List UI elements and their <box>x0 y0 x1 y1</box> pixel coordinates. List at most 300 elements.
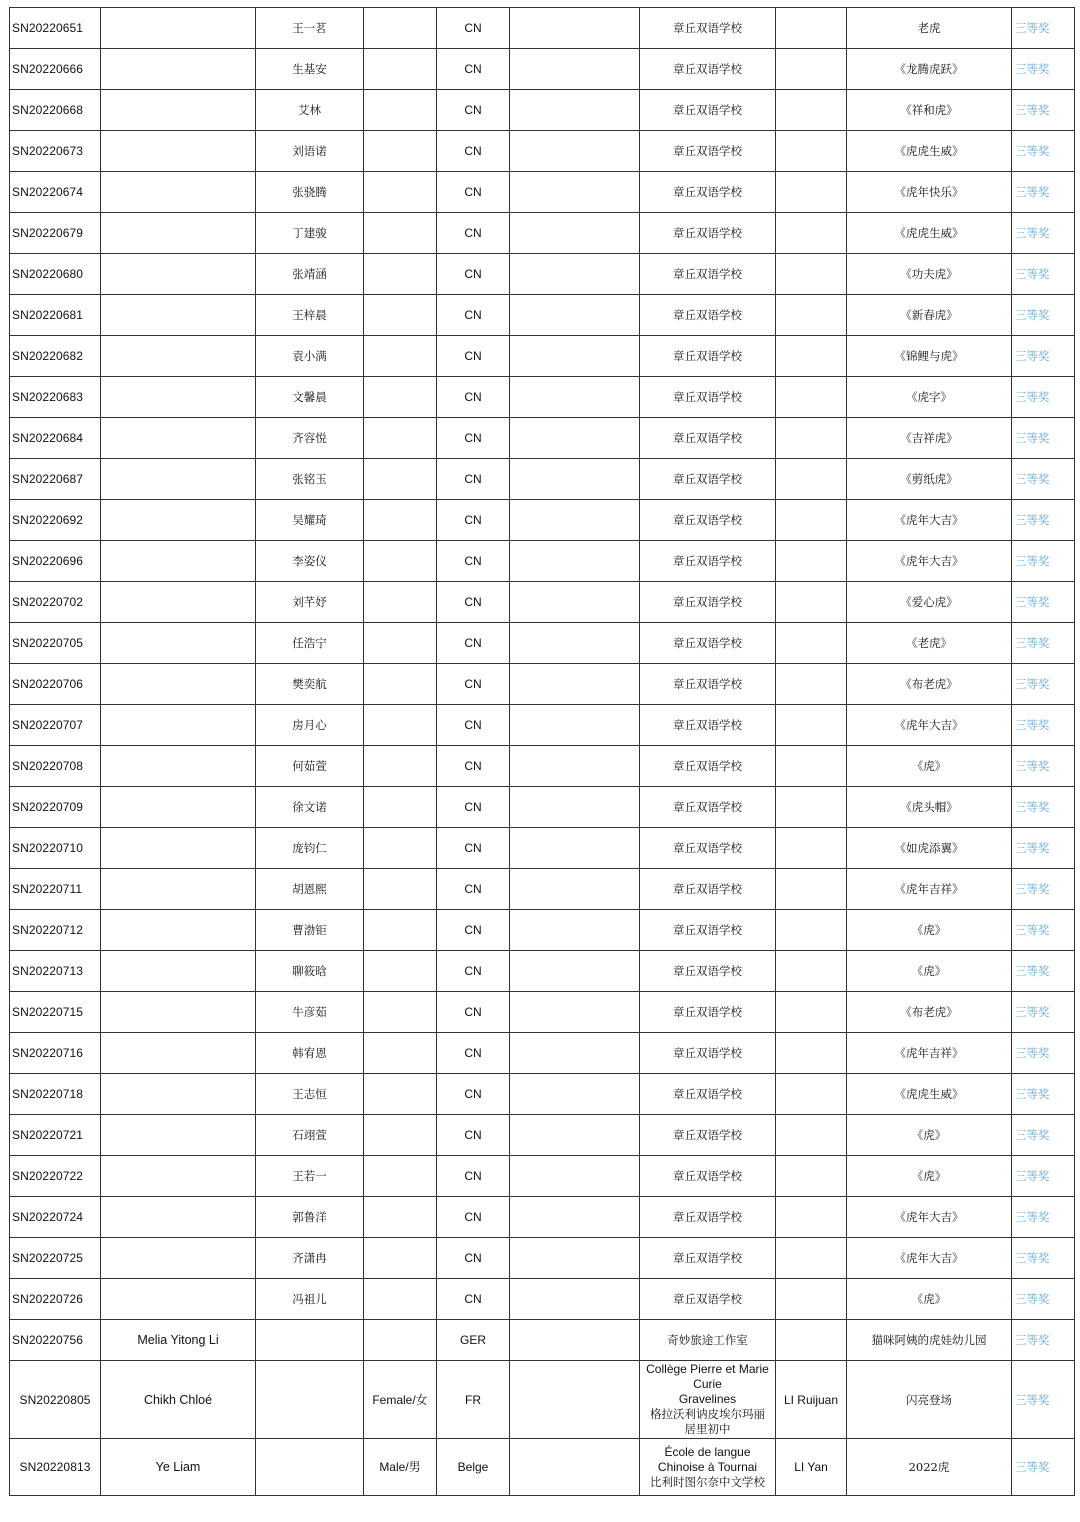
school-cell: 章丘双语学校 <box>640 418 776 459</box>
teacher-cell <box>776 664 847 705</box>
english-name-cell <box>101 582 256 623</box>
chinese-name-cell: 文馨晨 <box>256 377 364 418</box>
gender-cell <box>364 1156 437 1197</box>
empty-cell <box>510 459 640 500</box>
teacher-cell <box>776 1197 847 1238</box>
serial-number-cell: SN20220813 <box>10 1439 101 1496</box>
country-cell: CN <box>437 90 510 131</box>
award-cell: 三等奖 <box>1012 787 1075 828</box>
chinese-name-cell: 张铭玉 <box>256 459 364 500</box>
artwork-title-cell: 《虎年大吉》 <box>847 1197 1012 1238</box>
table-row <box>10 1197 1075 1238</box>
teacher-cell <box>776 828 847 869</box>
table-row <box>10 541 1075 582</box>
table-row <box>10 295 1075 336</box>
award-cell: 三等奖 <box>1012 500 1075 541</box>
chinese-name-cell: 郭鲁洋 <box>256 1197 364 1238</box>
english-name-cell <box>101 8 256 49</box>
artwork-title-cell: 《虎虎生威》 <box>847 131 1012 172</box>
english-name-cell <box>101 541 256 582</box>
artwork-title-cell: 《虎头帽》 <box>847 787 1012 828</box>
table-row <box>10 172 1075 213</box>
country-cell: CN <box>437 131 510 172</box>
serial-number-cell: SN20220681 <box>10 295 101 336</box>
country-cell: CN <box>437 951 510 992</box>
empty-cell <box>510 541 640 582</box>
table-row <box>10 90 1075 131</box>
school-cell: 章丘双语学校 <box>640 623 776 664</box>
serial-number-cell: SN20220682 <box>10 336 101 377</box>
teacher-cell <box>776 869 847 910</box>
teacher-cell <box>776 377 847 418</box>
artwork-title-cell: 《爱心虎》 <box>847 582 1012 623</box>
table-row <box>10 1439 1075 1496</box>
english-name-cell <box>101 746 256 787</box>
serial-number-cell: SN20220715 <box>10 992 101 1033</box>
teacher-cell <box>776 1115 847 1156</box>
teacher-cell <box>776 910 847 951</box>
gender-cell <box>364 90 437 131</box>
school-cell: 章丘双语学校 <box>640 1238 776 1279</box>
teacher-cell <box>776 459 847 500</box>
school-cell: 章丘双语学校 <box>640 295 776 336</box>
empty-cell <box>510 213 640 254</box>
english-name-cell <box>101 500 256 541</box>
gender-cell <box>364 951 437 992</box>
chinese-name-cell: 吴耀琦 <box>256 500 364 541</box>
country-cell: CN <box>437 1197 510 1238</box>
serial-number-cell: SN20220687 <box>10 459 101 500</box>
gender-cell: Male/男 <box>364 1439 437 1496</box>
chinese-name-cell <box>256 1361 364 1439</box>
artwork-title-cell: 《锦鲤与虎》 <box>847 336 1012 377</box>
award-cell: 三等奖 <box>1012 90 1075 131</box>
school-cell: 章丘双语学校 <box>640 377 776 418</box>
chinese-name-cell: 张靖涵 <box>256 254 364 295</box>
chinese-name-cell: 袁小满 <box>256 336 364 377</box>
serial-number-cell: SN20220707 <box>10 705 101 746</box>
artwork-title-cell: 《虎虎生威》 <box>847 213 1012 254</box>
english-name-cell <box>101 49 256 90</box>
empty-cell <box>510 172 640 213</box>
artwork-title-cell: 《老虎》 <box>847 623 1012 664</box>
artwork-title-cell: 《虎》 <box>847 746 1012 787</box>
award-cell: 三等奖 <box>1012 1279 1075 1320</box>
award-cell: 三等奖 <box>1012 131 1075 172</box>
empty-cell <box>510 1238 640 1279</box>
school-cell: 章丘双语学校 <box>640 1197 776 1238</box>
country-cell: GER <box>437 1320 510 1361</box>
table-row <box>10 213 1075 254</box>
chinese-name-cell: 丁建骏 <box>256 213 364 254</box>
chinese-name-cell: 韩宥恩 <box>256 1033 364 1074</box>
table-row <box>10 131 1075 172</box>
country-cell: CN <box>437 623 510 664</box>
teacher-cell <box>776 418 847 459</box>
table-row <box>10 336 1075 377</box>
country-cell: CN <box>437 336 510 377</box>
table-row <box>10 1238 1075 1279</box>
teacher-cell <box>776 705 847 746</box>
chinese-name-cell: 聊筱晗 <box>256 951 364 992</box>
table-body <box>10 8 1075 1496</box>
artwork-title-cell: 《虎年大吉》 <box>847 500 1012 541</box>
english-name-cell <box>101 1156 256 1197</box>
country-cell: CN <box>437 582 510 623</box>
teacher-cell <box>776 582 847 623</box>
award-cell: 三等奖 <box>1012 705 1075 746</box>
serial-number-cell: SN20220724 <box>10 1197 101 1238</box>
empty-cell <box>510 992 640 1033</box>
empty-cell <box>510 8 640 49</box>
empty-cell <box>510 1197 640 1238</box>
award-cell: 三等奖 <box>1012 746 1075 787</box>
country-cell: CN <box>437 459 510 500</box>
country-cell: CN <box>437 418 510 459</box>
school-cell: 章丘双语学校 <box>640 8 776 49</box>
empty-cell <box>510 377 640 418</box>
school-cell: 章丘双语学校 <box>640 254 776 295</box>
table-row <box>10 664 1075 705</box>
school-cell: 章丘双语学校 <box>640 910 776 951</box>
english-name-cell <box>101 336 256 377</box>
empty-cell <box>510 623 640 664</box>
country-cell: CN <box>437 828 510 869</box>
english-name-cell <box>101 1279 256 1320</box>
country-cell: CN <box>437 172 510 213</box>
table-row <box>10 8 1075 49</box>
serial-number-cell: SN20220696 <box>10 541 101 582</box>
award-cell: 三等奖 <box>1012 418 1075 459</box>
empty-cell <box>510 1074 640 1115</box>
chinese-name-cell: 生基安 <box>256 49 364 90</box>
english-name-cell <box>101 131 256 172</box>
award-cell: 三等奖 <box>1012 377 1075 418</box>
empty-cell <box>510 1439 640 1496</box>
country-cell: CN <box>437 500 510 541</box>
english-name-cell <box>101 787 256 828</box>
table-row <box>10 828 1075 869</box>
artwork-title-cell: 老虎 <box>847 8 1012 49</box>
country-cell: CN <box>437 541 510 582</box>
table-row <box>10 787 1075 828</box>
gender-cell <box>364 172 437 213</box>
chinese-name-cell: 徐文诺 <box>256 787 364 828</box>
gender-cell <box>364 1074 437 1115</box>
gender-cell <box>364 541 437 582</box>
school-cell: 章丘双语学校 <box>640 787 776 828</box>
empty-cell <box>510 1156 640 1197</box>
english-name-cell <box>101 418 256 459</box>
country-cell: FR <box>437 1361 510 1439</box>
serial-number-cell: SN20220683 <box>10 377 101 418</box>
serial-number-cell: SN20220684 <box>10 418 101 459</box>
empty-cell <box>510 254 640 295</box>
award-cell: 三等奖 <box>1012 172 1075 213</box>
english-name-cell <box>101 869 256 910</box>
artwork-title-cell: 《虎》 <box>847 1115 1012 1156</box>
table-row <box>10 418 1075 459</box>
chinese-name-cell: 李姿仪 <box>256 541 364 582</box>
artwork-title-cell: 《虎年大吉》 <box>847 541 1012 582</box>
school-cell: 章丘双语学校 <box>640 1156 776 1197</box>
gender-cell <box>364 787 437 828</box>
table-row <box>10 459 1075 500</box>
chinese-name-cell <box>256 1439 364 1496</box>
teacher-cell <box>776 1074 847 1115</box>
country-cell: CN <box>437 664 510 705</box>
english-name-cell <box>101 295 256 336</box>
school-name-line: École de langue <box>664 1444 751 1459</box>
country-cell: Belge <box>437 1439 510 1496</box>
serial-number-cell: SN20220666 <box>10 49 101 90</box>
country-cell: CN <box>437 910 510 951</box>
english-name-cell <box>101 1033 256 1074</box>
english-name-cell <box>101 664 256 705</box>
country-cell: CN <box>437 213 510 254</box>
serial-number-cell: SN20220705 <box>10 623 101 664</box>
table-row <box>10 500 1075 541</box>
empty-cell <box>510 746 640 787</box>
serial-number-cell: SN20220692 <box>10 500 101 541</box>
chinese-name-cell: 房月心 <box>256 705 364 746</box>
school-cell: 奇妙旅途工作室 <box>640 1320 776 1361</box>
teacher-cell <box>776 1238 847 1279</box>
school-cell: 章丘双语学校 <box>640 664 776 705</box>
school-cell: 章丘双语学校 <box>640 172 776 213</box>
gender-cell <box>364 459 437 500</box>
school-cell: 章丘双语学校 <box>640 131 776 172</box>
serial-number-cell: SN20220708 <box>10 746 101 787</box>
gender-cell <box>364 1238 437 1279</box>
gender-cell <box>364 869 437 910</box>
table-row <box>10 869 1075 910</box>
empty-cell <box>510 705 640 746</box>
artwork-title-cell: 《虎年快乐》 <box>847 172 1012 213</box>
artwork-title-cell: 《虎》 <box>847 1156 1012 1197</box>
table-row <box>10 1074 1075 1115</box>
school-name-line: Chinoise à Tournai <box>657 1459 758 1474</box>
teacher-cell <box>776 1156 847 1197</box>
country-cell: CN <box>437 49 510 90</box>
teacher-cell: LI Yan <box>776 1439 847 1496</box>
artwork-title-cell: 《龙腾虎跃》 <box>847 49 1012 90</box>
english-name-cell <box>101 90 256 131</box>
artwork-title-cell: 《虎》 <box>847 951 1012 992</box>
gender-cell <box>364 623 437 664</box>
chinese-name-cell: 曹渤钜 <box>256 910 364 951</box>
teacher-cell <box>776 623 847 664</box>
table-row <box>10 49 1075 90</box>
chinese-name-cell: 牛彦茹 <box>256 992 364 1033</box>
artwork-title-cell: 《虎年大吉》 <box>847 705 1012 746</box>
award-cell: 三等奖 <box>1012 992 1075 1033</box>
gender-cell <box>364 418 437 459</box>
english-name-cell <box>101 172 256 213</box>
artwork-title-cell: 猫咪阿姨的虎娃幼儿园 <box>847 1320 1012 1361</box>
school-cell: 章丘双语学校 <box>640 1033 776 1074</box>
serial-number-cell: SN20220718 <box>10 1074 101 1115</box>
country-cell: CN <box>437 869 510 910</box>
empty-cell <box>510 1320 640 1361</box>
chinese-name-cell: 任浩宁 <box>256 623 364 664</box>
english-name-cell <box>101 459 256 500</box>
gender-cell <box>364 336 437 377</box>
award-cell: 三等奖 <box>1012 1074 1075 1115</box>
gender-cell <box>364 992 437 1033</box>
gender-cell <box>364 664 437 705</box>
country-cell: CN <box>437 787 510 828</box>
chinese-name-cell: 齐容悦 <box>256 418 364 459</box>
table-row <box>10 951 1075 992</box>
country-cell: CN <box>437 1074 510 1115</box>
serial-number-cell: SN20220710 <box>10 828 101 869</box>
school-cell: 章丘双语学校 <box>640 951 776 992</box>
award-cell: 三等奖 <box>1012 541 1075 582</box>
school-cell: 章丘双语学校 <box>640 541 776 582</box>
chinese-name-cell: 冯祖儿 <box>256 1279 364 1320</box>
school-cell: 章丘双语学校 <box>640 746 776 787</box>
empty-cell <box>510 131 640 172</box>
country-cell: CN <box>437 746 510 787</box>
artwork-title-cell: 《如虎添翼》 <box>847 828 1012 869</box>
table-row <box>10 582 1075 623</box>
empty-cell <box>510 1279 640 1320</box>
english-name-cell <box>101 828 256 869</box>
serial-number-cell: SN20220668 <box>10 90 101 131</box>
english-name-cell <box>101 623 256 664</box>
gender-cell <box>364 254 437 295</box>
award-cell: 三等奖 <box>1012 828 1075 869</box>
teacher-cell <box>776 787 847 828</box>
school-name-line: Gravelines <box>678 1392 737 1406</box>
school-cell: 章丘双语学校 <box>640 869 776 910</box>
award-cell: 三等奖 <box>1012 1033 1075 1074</box>
teacher-cell <box>776 500 847 541</box>
award-cell: 三等奖 <box>1012 664 1075 705</box>
chinese-name-cell: 齐潇冉 <box>256 1238 364 1279</box>
table-row <box>10 377 1075 418</box>
gender-cell <box>364 1197 437 1238</box>
country-cell: CN <box>437 8 510 49</box>
empty-cell <box>510 1115 640 1156</box>
teacher-cell <box>776 213 847 254</box>
artwork-title-cell: 2022虎 <box>847 1439 1012 1496</box>
award-cell: 三等奖 <box>1012 254 1075 295</box>
school-cell <box>640 1361 776 1439</box>
serial-number-cell: SN20220680 <box>10 254 101 295</box>
school-cell: 章丘双语学校 <box>640 1115 776 1156</box>
country-cell: CN <box>437 705 510 746</box>
chinese-name-cell: 胡恩熙 <box>256 869 364 910</box>
chinese-name-cell: 张骁腾 <box>256 172 364 213</box>
award-cell: 三等奖 <box>1012 295 1075 336</box>
gender-cell <box>364 1033 437 1074</box>
serial-number-cell: SN20220756 <box>10 1320 101 1361</box>
award-cell: 三等奖 <box>1012 1320 1075 1361</box>
artwork-title-cell: 《吉祥虎》 <box>847 418 1012 459</box>
gender-cell <box>364 582 437 623</box>
award-cell: 三等奖 <box>1012 951 1075 992</box>
artwork-title-cell: 《虎字》 <box>847 377 1012 418</box>
english-name-cell <box>101 1197 256 1238</box>
gender-cell <box>364 295 437 336</box>
empty-cell <box>510 500 640 541</box>
chinese-name-cell: 刘语诺 <box>256 131 364 172</box>
artwork-title-cell: 《虎年吉祥》 <box>847 869 1012 910</box>
school-cell: 章丘双语学校 <box>640 582 776 623</box>
empty-cell <box>510 910 640 951</box>
school-cell: 章丘双语学校 <box>640 90 776 131</box>
english-name-cell <box>101 213 256 254</box>
country-cell: CN <box>437 1279 510 1320</box>
results-sheet <box>9 7 1074 1496</box>
gender-cell <box>364 910 437 951</box>
teacher-cell <box>776 992 847 1033</box>
gender-cell <box>364 8 437 49</box>
table-row <box>10 623 1075 664</box>
empty-cell <box>510 582 640 623</box>
award-cell: 三等奖 <box>1012 623 1075 664</box>
chinese-name-cell: 王若一 <box>256 1156 364 1197</box>
award-cell: 三等奖 <box>1012 1361 1075 1439</box>
english-name-cell <box>101 1238 256 1279</box>
teacher-cell <box>776 951 847 992</box>
table-row <box>10 910 1075 951</box>
gender-cell <box>364 828 437 869</box>
country-cell: CN <box>437 377 510 418</box>
artwork-title-cell: 《虎虎生威》 <box>847 1074 1012 1115</box>
teacher-cell <box>776 1279 847 1320</box>
gender-cell <box>364 49 437 90</box>
school-cell: 章丘双语学校 <box>640 459 776 500</box>
serial-number-cell: SN20220673 <box>10 131 101 172</box>
teacher-cell <box>776 295 847 336</box>
school-cell: 章丘双语学校 <box>640 1074 776 1115</box>
gender-cell <box>364 705 437 746</box>
empty-cell <box>510 951 640 992</box>
table-row <box>10 1033 1075 1074</box>
serial-number-cell: SN20220805 <box>10 1361 101 1439</box>
chinese-name-cell: 王梓晨 <box>256 295 364 336</box>
english-name-cell: Chikh Chloé <box>101 1361 256 1439</box>
artwork-title-cell: 《功夫虎》 <box>847 254 1012 295</box>
award-cell: 三等奖 <box>1012 213 1075 254</box>
school-name-line: 比利时图尔奈中文学校 <box>650 1474 765 1489</box>
school-cell: 章丘双语学校 <box>640 500 776 541</box>
serial-number-cell: SN20220702 <box>10 582 101 623</box>
school-cell: 章丘双语学校 <box>640 992 776 1033</box>
gender-cell <box>364 1279 437 1320</box>
gender-cell <box>364 1115 437 1156</box>
english-name-cell: Ye Liam <box>101 1439 256 1496</box>
teacher-cell <box>776 8 847 49</box>
country-cell: CN <box>437 1238 510 1279</box>
teacher-cell <box>776 254 847 295</box>
school-cell: 章丘双语学校 <box>640 336 776 377</box>
award-cell: 三等奖 <box>1012 8 1075 49</box>
serial-number-cell: SN20220674 <box>10 172 101 213</box>
serial-number-cell: SN20220706 <box>10 664 101 705</box>
empty-cell <box>510 90 640 131</box>
award-cell: 三等奖 <box>1012 336 1075 377</box>
english-name-cell <box>101 910 256 951</box>
english-name-cell <box>101 951 256 992</box>
chinese-name-cell: 石翊萱 <box>256 1115 364 1156</box>
gender-cell <box>364 500 437 541</box>
award-cell: 三等奖 <box>1012 1197 1075 1238</box>
artwork-title-cell: 《布老虎》 <box>847 664 1012 705</box>
